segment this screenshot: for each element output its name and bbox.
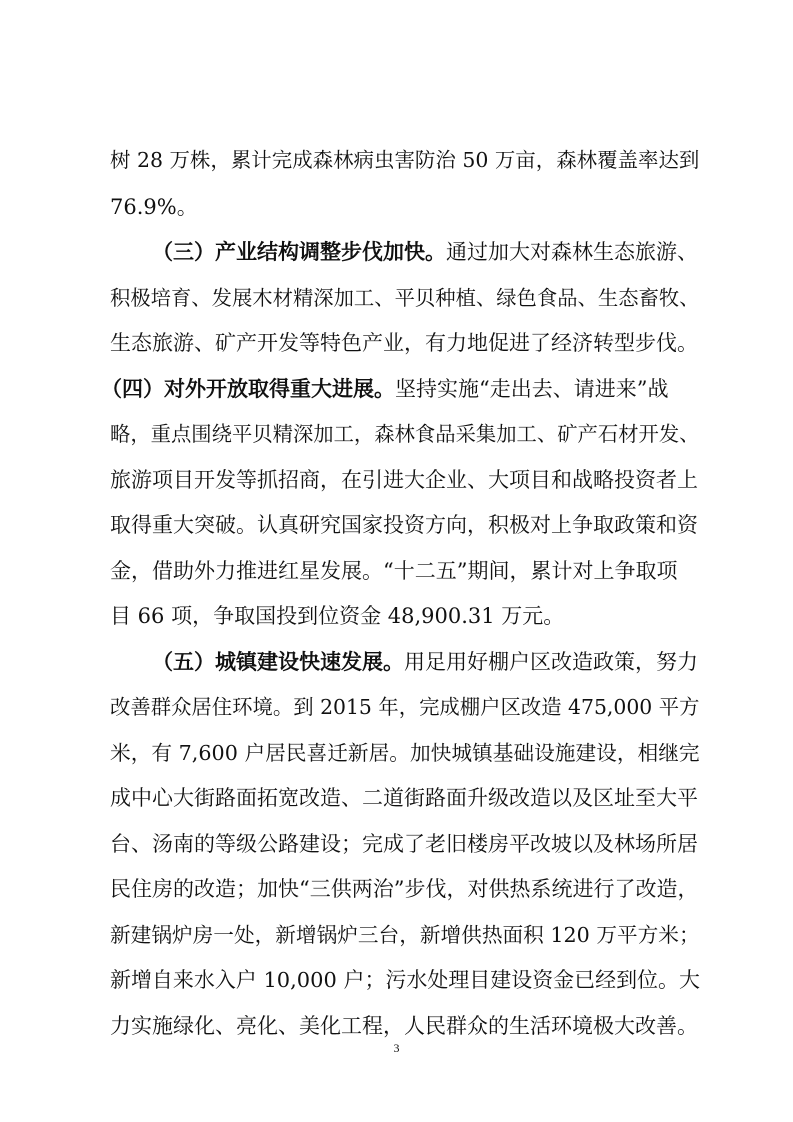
body-line [0,420,793,448]
body-line [0,966,793,994]
line-text: 目 66 项，争取国投到位资金 48,900.31 万元。 [110,604,565,628]
line-text: 旅游项目开发等抓招商，在引进大企业、大项目和战略投资者上 [110,468,698,492]
body-line [0,739,793,767]
line-text: 台、汤南的等级公路建设；完成了老旧楼房平改坡以及林场所居 [110,832,698,856]
line-text: 用足用好棚户区改造政策，努力 [404,650,698,674]
body-line [0,193,793,221]
line-text: 略，重点围绕平贝精深加工，森林食品采集加工、矿产石材开发、 [110,422,700,446]
section-heading: （三）产业结构调整步伐加快。 [152,239,446,264]
body-line [0,693,793,721]
line-text: 新增自来水入户 10,000 户；污水处理目建设资金已经到位。大 [110,968,700,992]
line-text: 坚持实施“走出去、请进来”战 [395,377,669,401]
body-line [0,557,793,585]
body-line [0,830,793,858]
body-line [0,875,793,903]
line-text: 新建锅炉房一处，新增锅炉三台，新增供热面积 120 万平方米； [110,923,700,947]
line-text: 生态旅游、矿产开发等特色产业，有力地促进了经济转型步伐。 [110,331,698,355]
line-text: 树 28 万株，累计完成森林病虫害防治 50 万亩，森林覆盖率达到 [110,148,700,172]
body-line [0,602,793,630]
body-line [0,329,793,357]
page-number: 3 [393,1041,400,1055]
section-heading-line [0,238,793,266]
body-line [0,784,793,812]
line-text: 通过加大对森林生态旅游、 [446,240,698,264]
line-text: 米，有 7,600 户居民喜迁新居。加快城镇基础设施建设，相继完 [110,741,700,765]
line-text: 力实施绿化、亮化、美化工程，人民群众的生活环境极大改善。 [110,1014,698,1038]
body-line [0,146,793,174]
line-text: 成中心大街路面拓宽改造、二道街路面升级改造以及区址至大平 [110,786,698,810]
line-text: 取得重大突破。认真研究国家投资方向，积极对上争取政策和资 [110,513,698,537]
body-line [0,1012,793,1040]
line-text: 民住房的改造；加快“三供两治”步伐，对供热系统进行了改造， [110,877,699,901]
body-line [0,921,793,949]
section-heading-line [0,375,793,403]
section-heading: （五）城镇建设快速发展。 [152,649,404,674]
line-text: 76.9%。 [110,195,198,219]
body-line [0,466,793,494]
line-text: 金，借助外力推进红星发展。“十二五”期间，累计对上争取项 [110,559,678,583]
body-line [0,284,793,312]
line-text: 改善群众居住环境。到 2015 年，完成棚户区改造 475,000 平方 [110,695,700,719]
body-line [0,511,793,539]
section-heading: （四）对外开放取得重大进展。 [101,376,395,401]
line-text: 积极培育、发展木材精深加工、平贝种植、绿色食品、生态畜牧、 [110,286,700,310]
section-heading-line [0,648,793,676]
